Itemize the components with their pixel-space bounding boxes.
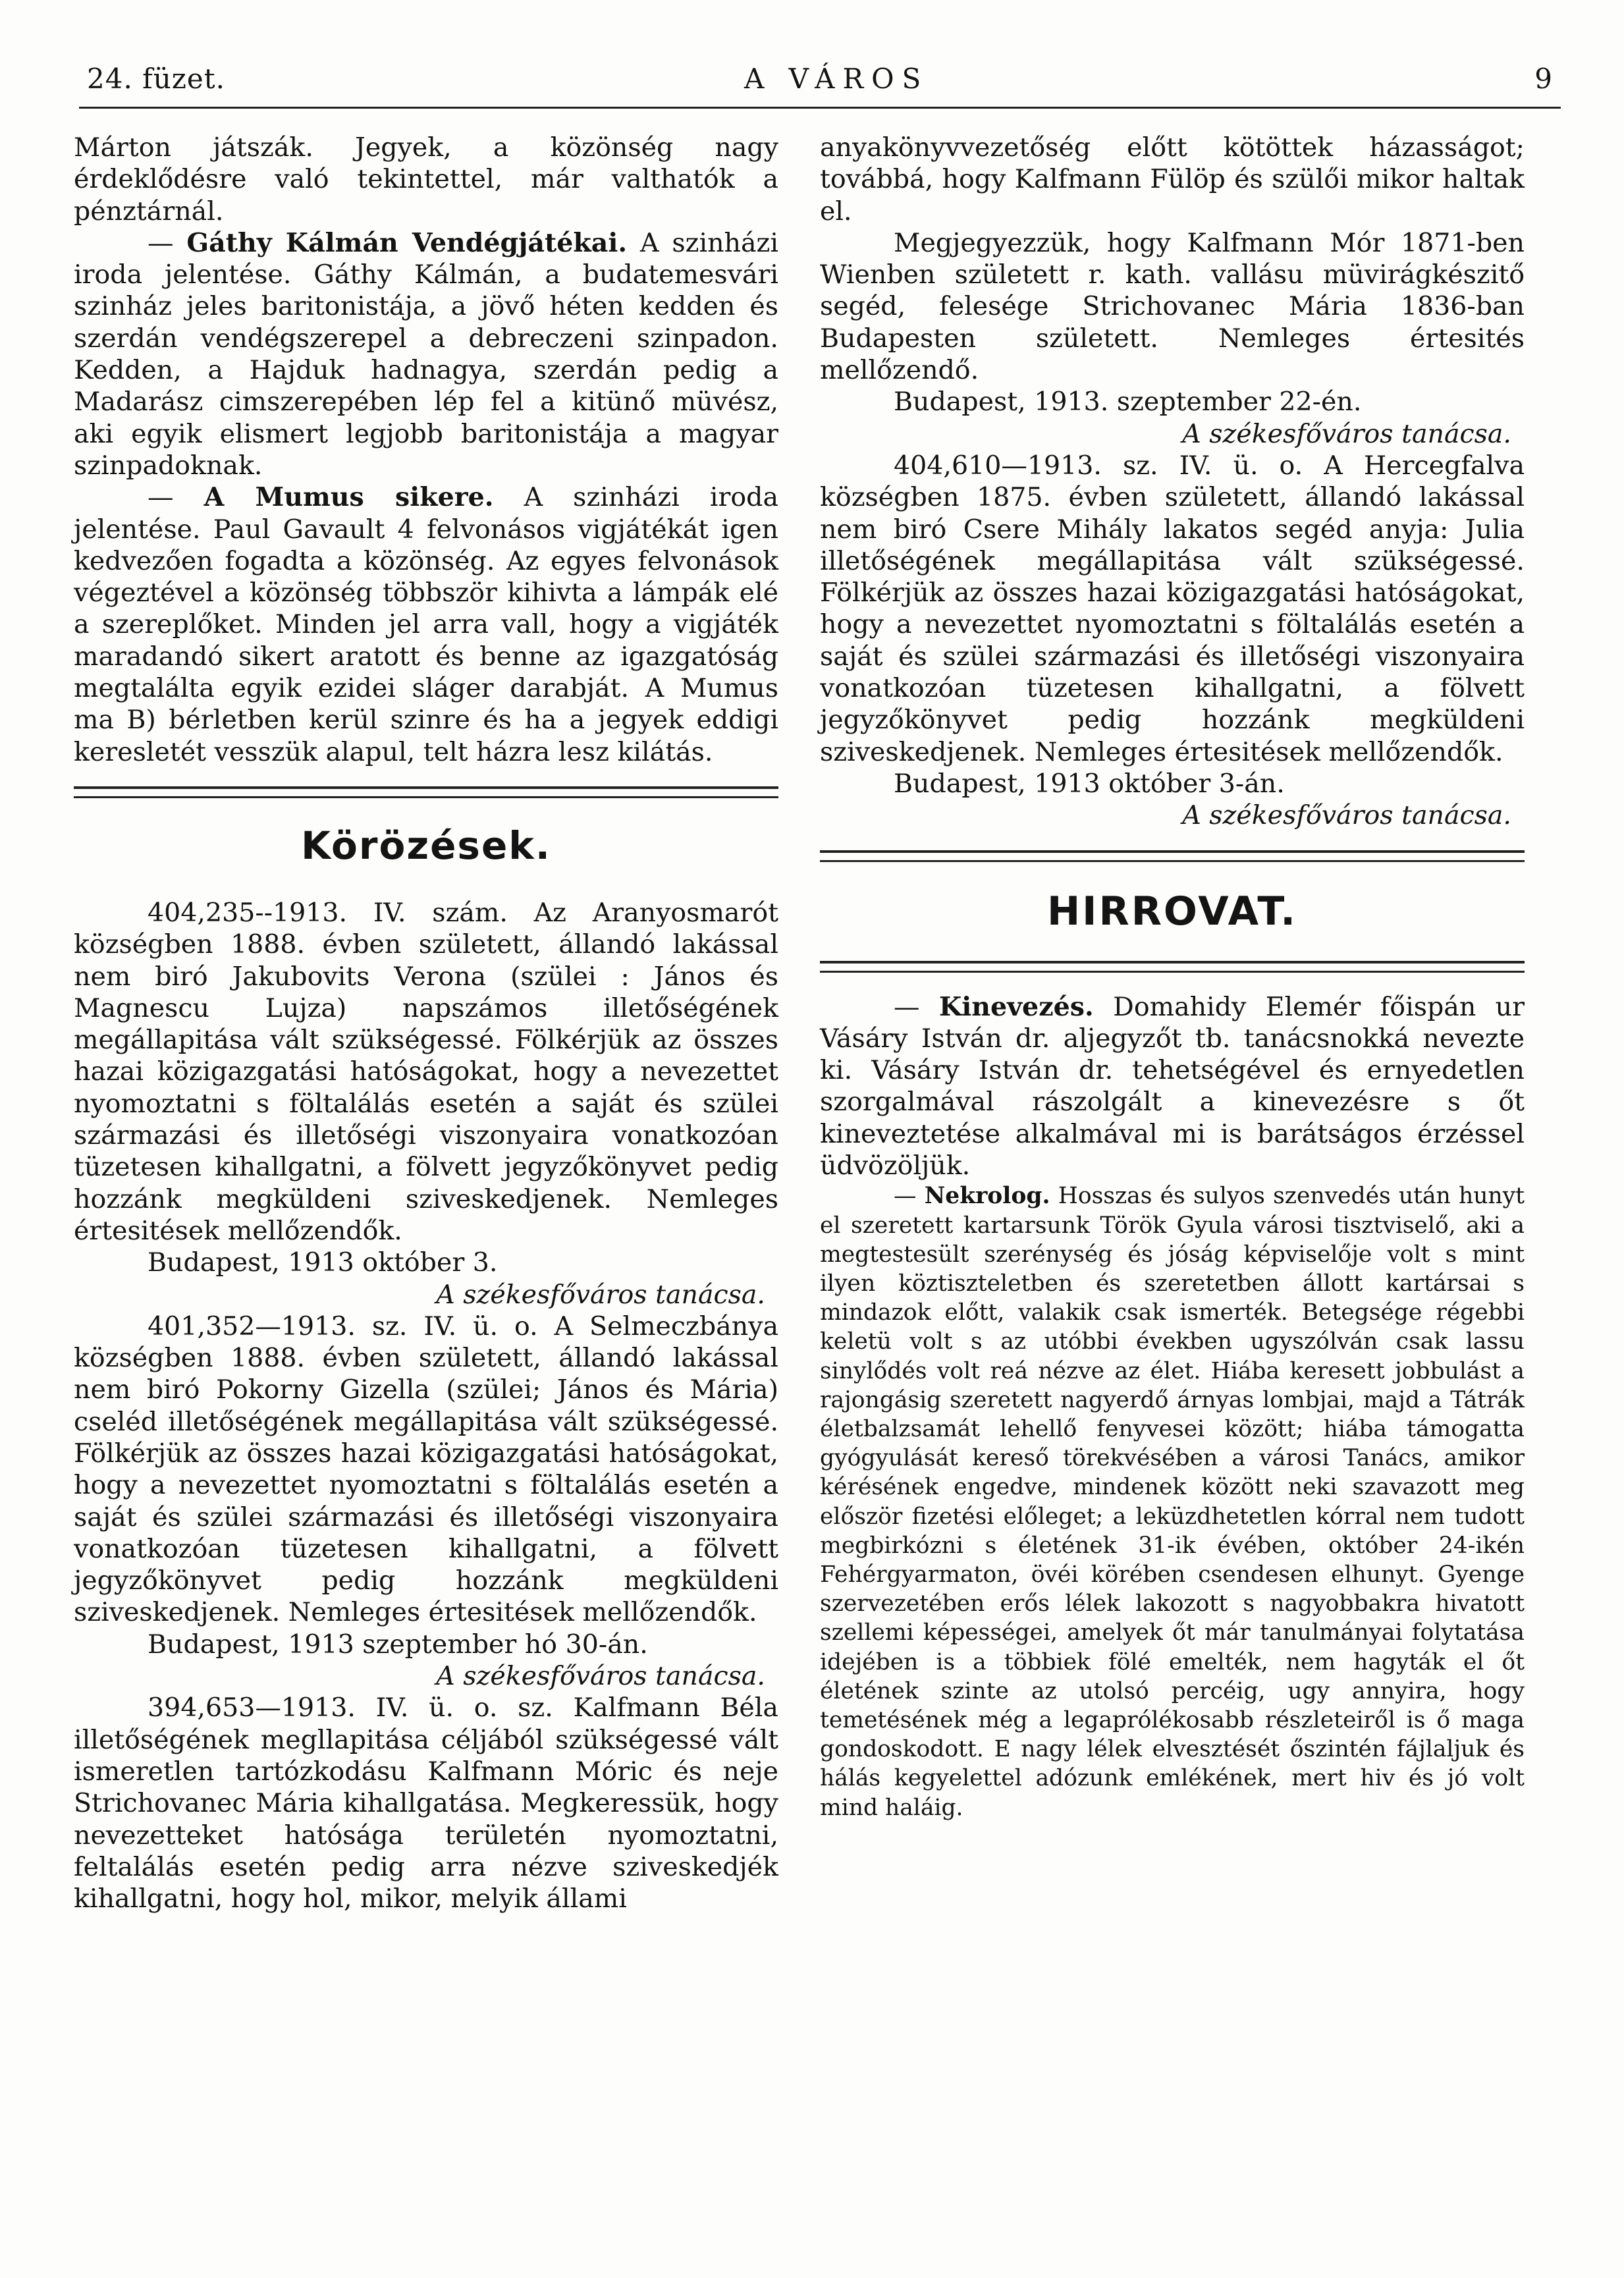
notice-jakubovits: 404,235--1913. IV. szám. Az Aranyosmarót községben 1888. évben született, állandó lakással nem biró Jakubovits Verona (szülei : János és Magnescu Lujza) napszámos illetőségének megállapitása vált szükségessé. Fölkérjük az összes hazai közigazgatási hatóságokat, hogy a nevezettet nyomoztatni s föltalálás esetén a saját és szülei származási és illetőségi viszonyaira vonatkozóan tüzetesen kihallgatni, a fölvett jegyzőkönyvet pedig hozzánk megküldeni sziveskedjenek. Nemleges értesitések mellőzendők. bbox=[74, 897, 778, 1246]
news-item-kinevezes: — Kinevezés. Domahidy Elemér főispán ur Vásáry István dr. aljegyzőt tb. tanácsnokká nevezte ki. Vásáry István dr. tehetségével és ernyedetlen szorgalmával rászolgált a kinevezésre s őt kineveztetése alkalmával mi is barátságos érzéssel üdvözöljük. bbox=[820, 991, 1525, 1181]
journal-title: A VÁROS bbox=[744, 63, 929, 95]
notice-pokorny: 401,352—1913. sz. IV. ü. o. A Selmeczbánya községben 1888. évben született, állandó lakással nem biró Pokorny Gizella (szülei; János és Mária) cseléd illetőségének megállapitása vált szükségessé. Fölkérjük az összes hazai közigazgatási hatóságokat, hogy a nevezettet nyomoztatni s föltalálás esetén a saját és szülei származási és illetőségi viszonyaira vonatkozóan tüzetesen kihallgatni, a fölvett jegyzőkönyvet pedig hozzánk megküldeni sziveskedjenek. Nemleges értesitések mellőzendők. bbox=[74, 1311, 778, 1628]
header-rule bbox=[79, 107, 1561, 109]
running-header bbox=[79, 63, 1561, 109]
news-item-nekrolog: — Nekrolog. Hosszas és sulyos szenvedés után hunyt el szeretett kartarsunk Török Gyula városi tisztviselő, aki a megtestesült szerénység és jóság képviselője volt s mint ilyen köztiszteletben és szeretetben állott kartársai s mindazok előtt, valakik csak ismerték. Betegsége régebbi keletü volt s az utóbbi években ugyszólván csak lassu sinylődés volt reá nézve az élet. Hiába keresett jobbulást a rajongásig szeretett nagyerdő árnyas lombjai, majd a Tátrák életbalzsamát lehellő fenyvesei között; hiába támogatta gyógyulását kereső törekvésében a városi Tanács, amikor kérésének engedve, mindenek között neki szavazott meg először fizetési előleget; a leküzdhetetlen kórral nem tudott megbirkózni s életének 31-ik évében, október 24-ikén Fehérgyarmaton, övéi körében csendesen elhunyt. Gyenge szervezetében erős lélek lakozott s nagyobbakra hivatott szellemi képességei, amelyek őt már tanulmányai folytatása idejében is a többiek fölé emelték, nem hagyták el őt életének szinte az utolsó percéig, ugy annyira, hogy temetésének még a legaprólékosabb részleteiről is ő maga gondoskodott. E nagy lélek elvesztését őszintén fájlaljuk és hálás kegyelettel adózunk emlékének, mert hiv és jó volt mind haláig. bbox=[820, 1183, 1525, 1821]
notice-csere: 404,610—1913. sz. IV. ü. o. A Hercegfalva községben 1875. évben született, állandó lakással nem biró Csere Mihály lakatos segéd anyja: Julia illetőségének megállapitása vált szükségessé. Fölkérjük az összes hazai közigazgatási hatóságokat, hogy a nevezettet nyomoztatni s föltalálás esetén a saját és szülei származási és illetőségi viszonyaira vonatkozóan tüzetesen kihallgatni, a fölvett jegyzőkönyvet pedig hozzánk megküldeni sziveskedjenek. Nemleges értesitések mellőzendők. bbox=[820, 450, 1525, 767]
section-title-korozesek: Körözések. bbox=[301, 823, 551, 868]
news-item-heading: Kinevezés. bbox=[938, 991, 1094, 1022]
news-item-heading: Nekrolog. bbox=[924, 1183, 1050, 1210]
notice-kalfmann-continuation: anyakönyvvezetőség előtt kötöttek házasságot; továbbá, hogy Kalfmann Fülöp és szülői mikor haltak el. bbox=[820, 132, 1525, 227]
notice-place-date: Budapest, 1913 október 3-án. bbox=[894, 768, 1285, 799]
section-divider bbox=[820, 850, 1525, 862]
notice-signature: A székesfőváros tanácsa. bbox=[436, 1279, 765, 1310]
notice-kalfmann: 394,653—1913. IV. ü. o. sz. Kalfmann Béla illetőségének megllapitása céljából szükségessé vált ismeretlen tartózkodásu Kalfmann Móric és neje Strichovanec Mária kihallgatása. Megkeressük, hogy nevezetteket hatósága területén nyomoztatni, feltalálás esetén pedig arra nézve sziveskedjék kihallgatni, hogy hol, mikor, melyik állami bbox=[74, 1693, 778, 1914]
news-item-gathy: — Gáthy Kálmán Vendégjátékai. A szinházi iroda jelentése. Gáthy Kálmán, a budatemesvári szinház jeles baritonistája, a jövő héten kedden és szerdán vendégszerepel a debreczeni szinpadon. Kedden, a Hajduk hadnagya, szerdán pedig a Madarász cimszerepében lép fel a kitünő müvész, aki egyik elismert legjobb baritonistája a magyar szinpadoknak. bbox=[74, 227, 778, 481]
section-divider bbox=[74, 786, 778, 798]
page-number: 9 bbox=[1534, 63, 1553, 95]
obituary-block bbox=[820, 1181, 1525, 1822]
notice-signature: A székesfőváros tanácsa. bbox=[1182, 800, 1511, 831]
left-column bbox=[74, 132, 778, 1914]
news-item-heading: A Mumus sikere. bbox=[203, 482, 494, 513]
news-item-heading: Gáthy Kálmán Vendégjátékai. bbox=[186, 227, 628, 258]
issue-number: 24. füzet. bbox=[87, 63, 225, 95]
notice-place-date: Budapest, 1913 október 3. bbox=[148, 1247, 498, 1278]
notice-kalfmann-remark: Megjegyezzük, hogy Kalfmann Mór 1871-ben Wienben született r. kath. vallásu müvirágkészitő segéd, felesége Strichovanec Mária 1836-ban Budapesten született. Nemleges értesités mellőzendő. bbox=[820, 227, 1525, 386]
notice-signature: A székesfőváros tanácsa. bbox=[436, 1661, 765, 1692]
notice-place-date: Budapest, 1913. szeptember 22-én. bbox=[894, 387, 1362, 418]
right-column bbox=[820, 132, 1525, 1822]
section-divider bbox=[820, 961, 1525, 973]
section-title-hirrovat: HIRROVAT. bbox=[1046, 888, 1298, 935]
notice-place-date: Budapest, 1913 szeptember hó 30-án. bbox=[148, 1629, 648, 1660]
news-item-mumus: — A Mumus sikere. A szinházi iroda jelentése. Paul Gavault 4 felvonásos vigjátékát igen kedvezően fogadta a közönség. Az egyes felvonások végeztével a közönség többször kihivta a lámpák elé a szereplőket. Minden jel arra vall, hogy a vigjáték maradandó sikert aratott és benne az igazgatóság megtalálta egyik ezidei sláger darabját. A Mumus ma B) bérletben kerül szinre és ha a jegyek eddigi keresletét vesszük alapul, telt házra lesz kilátás. bbox=[74, 482, 778, 767]
article-continuation: Márton játszák. Jegyek, a közönség nagy érdeklődésre való tekintettel, már valthatók a pénztárnál. bbox=[74, 132, 778, 227]
notice-signature: A székesfőváros tanácsa. bbox=[1182, 418, 1511, 449]
